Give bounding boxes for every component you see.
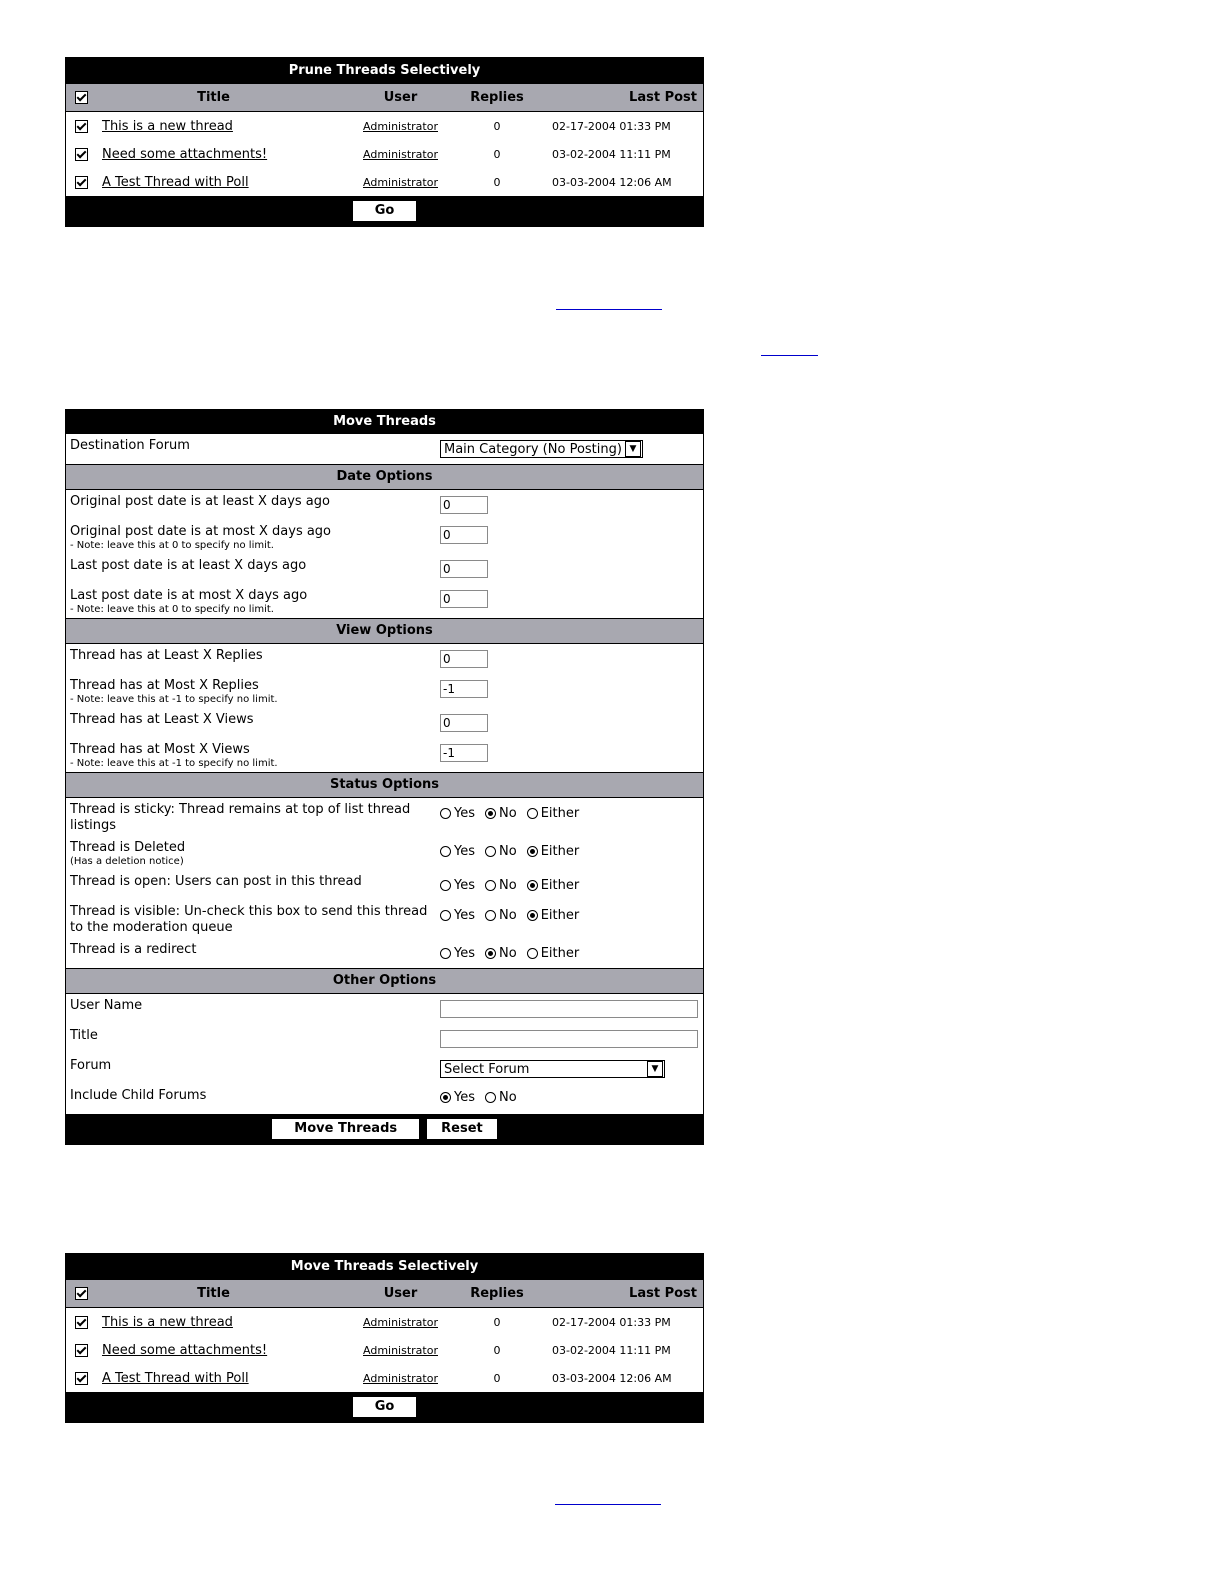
title-input[interactable]: [440, 1030, 698, 1048]
move-selective-footer: [66, 1392, 703, 1422]
radio-icon: [440, 948, 451, 959]
user-link[interactable]: Administrator: [363, 119, 438, 133]
move-selective-title: Move Threads Selectively: [66, 1254, 703, 1280]
status-no-radio[interactable]: [485, 946, 517, 961]
radio-icon: [440, 1092, 451, 1103]
move-selective-panel: [65, 1253, 704, 1423]
thread-link[interactable]: Need some attachments!: [102, 1342, 268, 1358]
column-title[interactable]: Title: [197, 1286, 230, 1301]
link-underline[interactable]: [555, 1504, 661, 1505]
last-post-date: 03-02-2004 11:11 PM: [552, 1343, 671, 1357]
status-no-radio[interactable]: [485, 806, 517, 821]
status-either-radio[interactable]: [527, 946, 580, 961]
radio-icon: [527, 910, 538, 921]
table-row: [66, 1308, 703, 1336]
user-name-input[interactable]: [440, 1000, 698, 1018]
radio-label: Either: [540, 946, 580, 961]
include-child-forums-label: Include Child Forums: [70, 1088, 207, 1103]
status-option-row: [66, 870, 703, 900]
column-replies[interactable]: Replies: [470, 1286, 524, 1301]
radio-label: Either: [540, 908, 580, 923]
last-post-date: 03-03-2004 12:06 AM: [552, 1371, 672, 1385]
radio-label: Either: [540, 844, 580, 859]
radio-label: Yes: [454, 908, 475, 923]
radio-label: Yes: [454, 878, 475, 893]
row-checkbox[interactable]: [75, 176, 88, 189]
other-options-header: Other Options: [66, 968, 703, 994]
radio-label: Either: [540, 806, 580, 821]
status-no-radio[interactable]: [485, 908, 517, 923]
column-user[interactable]: User: [383, 90, 418, 105]
prune-threads-title: Prune Threads Selectively: [66, 58, 703, 84]
status-option-label: Thread is sticky: Thread remains at top of list thread listings: [70, 802, 411, 833]
thread-link[interactable]: A Test Thread with Poll: [102, 1370, 249, 1386]
radio-icon: [527, 948, 538, 959]
include-child-yes-radio[interactable]: [440, 1090, 475, 1105]
row-checkbox[interactable]: [75, 120, 88, 133]
radio-icon: [485, 808, 496, 819]
view-option-note: - Note: leave this at -1 to specify no limit.: [70, 758, 278, 769]
status-yes-radio[interactable]: [440, 908, 475, 923]
row-checkbox[interactable]: [75, 1316, 88, 1329]
go-button[interactable]: Go: [352, 1396, 418, 1418]
table-row: [66, 168, 703, 196]
reply-count: 0: [493, 1343, 501, 1357]
last-post-date: 02-17-2004 01:33 PM: [552, 1315, 671, 1329]
radio-label: No: [499, 878, 517, 893]
destination-forum-row: [66, 434, 703, 464]
table-row: [66, 1364, 703, 1392]
radio-icon: [527, 880, 538, 891]
row-checkbox[interactable]: [75, 1344, 88, 1357]
reset-button[interactable]: Reset: [426, 1118, 498, 1140]
status-either-radio[interactable]: [527, 908, 580, 923]
move-threads-footer: [66, 1114, 703, 1144]
status-option-row: [66, 938, 703, 968]
table-row: [66, 1336, 703, 1364]
row-checkbox[interactable]: [75, 1372, 88, 1385]
forum-select[interactable]: [440, 1060, 665, 1078]
date-option-input[interactable]: [440, 496, 488, 514]
view-option-input[interactable]: [440, 680, 488, 698]
thread-link[interactable]: This is a new thread: [102, 1314, 233, 1330]
reply-count: 0: [493, 147, 501, 161]
status-option-label: Thread is Deleted: [70, 840, 186, 855]
date-option-label: Last post date is at least X days ago: [70, 558, 307, 573]
radio-label: Yes: [454, 946, 475, 961]
date-option-input[interactable]: [440, 560, 488, 578]
move-selective-column-header: [66, 1280, 703, 1308]
include-child-no-radio[interactable]: [485, 1090, 517, 1105]
status-no-radio[interactable]: [485, 844, 517, 859]
forum-select-value: Select Forum: [444, 1061, 530, 1077]
user-link[interactable]: Administrator: [363, 1315, 438, 1329]
status-option-label: Thread is a redirect: [70, 942, 197, 957]
title-label: Title: [70, 1028, 98, 1043]
column-title[interactable]: Title: [197, 90, 230, 105]
status-option-note: (Has a deletion notice): [70, 856, 184, 867]
user-link[interactable]: Administrator: [363, 1371, 438, 1385]
chevron-down-icon: ▼: [625, 441, 641, 457]
date-option-label: Original post date is at most X days ago: [70, 524, 332, 539]
status-no-radio[interactable]: [485, 878, 517, 893]
radio-label: No: [499, 806, 517, 821]
go-button[interactable]: Go: [352, 200, 418, 222]
status-yes-radio[interactable]: [440, 878, 475, 893]
status-option-label: Thread is open: Users can post in this thread: [70, 874, 362, 889]
table-row: [66, 112, 703, 140]
status-option-row: [66, 900, 703, 938]
date-option-label: Last post date is at most X days ago: [70, 588, 308, 603]
status-either-radio[interactable]: [527, 844, 580, 859]
date-option-label: Original post date is at least X days ago: [70, 494, 330, 509]
reply-count: 0: [493, 175, 501, 189]
radio-label: No: [499, 1090, 517, 1105]
radio-icon: [485, 846, 496, 857]
move-threads-title: Move Threads: [66, 410, 703, 434]
radio-label: Yes: [454, 806, 475, 821]
radio-label: Either: [540, 878, 580, 893]
view-option-note: - Note: leave this at -1 to specify no limit.: [70, 694, 278, 705]
date-option-input[interactable]: [440, 590, 488, 608]
radio-icon: [440, 910, 451, 921]
radio-icon: [485, 948, 496, 959]
date-options-header: Date Options: [66, 464, 703, 490]
column-last-post[interactable]: Last Post: [629, 1286, 697, 1301]
status-option-row: [66, 836, 703, 870]
prune-column-header: [66, 84, 703, 112]
user-link[interactable]: Administrator: [363, 1343, 438, 1357]
destination-forum-value: Main Category (No Posting): [444, 441, 622, 457]
status-either-radio[interactable]: [527, 878, 580, 893]
view-option-label: Thread has at Least X Views: [70, 712, 254, 727]
status-option-label: Thread is visible: Un-check this box to send this thread to the moderation queue: [70, 904, 428, 935]
status-yes-radio[interactable]: [440, 806, 475, 821]
move-threads-button[interactable]: Move Threads: [271, 1118, 420, 1140]
status-either-radio[interactable]: [527, 806, 580, 821]
radio-label: No: [499, 908, 517, 923]
date-option-note: - Note: leave this at 0 to specify no limit.: [70, 604, 274, 615]
radio-label: No: [499, 946, 517, 961]
column-replies[interactable]: Replies: [470, 90, 524, 105]
link-underline[interactable]: [556, 309, 662, 310]
status-options-header: Status Options: [66, 772, 703, 798]
radio-icon: [440, 880, 451, 891]
radio-icon: [485, 1092, 496, 1103]
user-name-label: User Name: [70, 998, 143, 1013]
radio-icon: [485, 910, 496, 921]
status-yes-radio[interactable]: [440, 946, 475, 961]
radio-icon: [527, 846, 538, 857]
view-option-input[interactable]: [440, 650, 488, 668]
last-post-date: 02-17-2004 01:33 PM: [552, 119, 671, 133]
link-underline[interactable]: [761, 355, 818, 356]
destination-forum-select[interactable]: [440, 440, 643, 458]
destination-forum-label: Destination Forum: [70, 438, 190, 453]
forum-label: Forum: [70, 1058, 112, 1073]
prune-threads-panel: [65, 57, 704, 227]
thread-link[interactable]: A Test Thread with Poll: [102, 174, 249, 190]
prune-footer: [66, 196, 703, 226]
reply-count: 0: [493, 1315, 501, 1329]
view-option-label: Thread has at Most X Views: [70, 742, 250, 757]
radio-label: Yes: [454, 1090, 475, 1105]
user-link[interactable]: Administrator: [363, 175, 438, 189]
select-all-checkbox[interactable]: [75, 1287, 88, 1300]
date-option-input[interactable]: [440, 526, 488, 544]
reply-count: 0: [493, 1371, 501, 1385]
view-options-header: View Options: [66, 618, 703, 644]
radio-icon: [485, 880, 496, 891]
reply-count: 0: [493, 119, 501, 133]
status-yes-radio[interactable]: [440, 844, 475, 859]
last-post-date: 03-03-2004 12:06 AM: [552, 175, 672, 189]
radio-icon: [440, 846, 451, 857]
table-row: [66, 140, 703, 168]
thread-link[interactable]: This is a new thread: [102, 118, 233, 134]
move-threads-panel: [65, 409, 704, 1145]
column-user[interactable]: User: [383, 1286, 418, 1301]
view-option-input[interactable]: [440, 714, 488, 732]
thread-link[interactable]: Need some attachments!: [102, 146, 268, 162]
view-option-label: Thread has at Most X Replies: [70, 678, 259, 693]
column-last-post[interactable]: Last Post: [629, 90, 697, 105]
view-option-label: Thread has at Least X Replies: [70, 648, 263, 663]
select-all-checkbox[interactable]: [75, 91, 88, 104]
radio-icon: [440, 808, 451, 819]
last-post-date: 03-02-2004 11:11 PM: [552, 147, 671, 161]
row-checkbox[interactable]: [75, 148, 88, 161]
user-link[interactable]: Administrator: [363, 147, 438, 161]
chevron-down-icon: ▼: [647, 1061, 663, 1077]
status-option-row: [66, 798, 703, 836]
radio-label: No: [499, 844, 517, 859]
date-option-note: - Note: leave this at 0 to specify no limit.: [70, 540, 274, 551]
radio-icon: [527, 808, 538, 819]
view-option-input[interactable]: [440, 744, 488, 762]
radio-label: Yes: [454, 844, 475, 859]
